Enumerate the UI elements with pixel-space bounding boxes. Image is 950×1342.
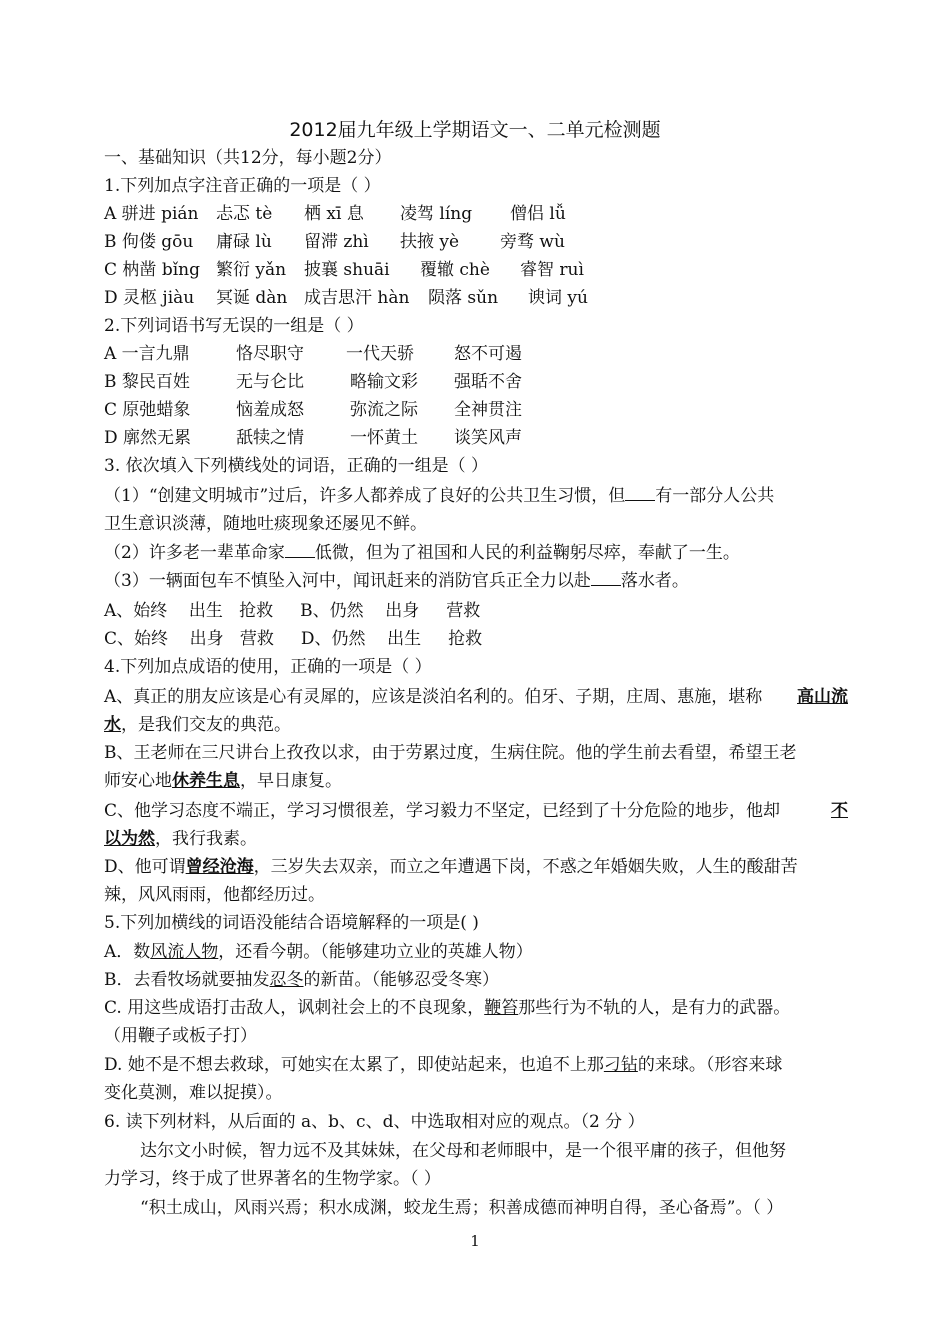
page-number: 1 [470,1232,480,1250]
q1a-item: 忐忑 tè [216,204,273,224]
q2d-item: 谈笑风声 [454,428,522,448]
q5-text: B．去看牧场就要抽发 [104,970,270,990]
question-2-stem: 2.下列词语书写无误的一组是（ ） [104,316,364,336]
q1d-item: D 灵柩 jiàu [104,288,195,308]
q4-option-a-cont [104,713,291,737]
q2d-item: 舐犊之情 [236,428,304,448]
q2a-item: 怒不可遏 [454,344,522,364]
question-5-stem: 5.下列加横线的词语没能结合语境解释的一项是( ) [104,913,479,933]
question-3-stem: 3. 依次填入下列横线处的词语，正确的一组是（ ） [104,456,489,476]
answer-blank [285,541,315,558]
underlined-word: 鞭笞 [484,998,519,1018]
q1a-item: 凌驾 líng [400,204,473,224]
q4-option-d [104,855,798,879]
q5-option-d [104,1053,782,1077]
q2c-item: 弥流之际 [350,400,418,420]
q1b-item: B 佝偻 gōu [104,232,194,252]
answer-blank [625,484,655,501]
q1b-item: 旁骛 wù [500,232,565,252]
q4-text: C、他学习态度不端正，学习习惯很差，学习毅力不坚定，已经到了十分危险的地步，他却 [104,801,781,821]
q3-text: 低微，但为了祖国和人民的利益鞠躬尽瘁，奉献了一生。 [314,543,740,563]
underlined-word: 风流人物 [150,942,219,962]
q2b-item: 略输文彩 [350,372,418,392]
q1b-item: 扶掖 yè [400,232,460,252]
q2c-item: 恼羞成怒 [236,400,304,420]
q4-option-b: B、王老师在三尺讲台上孜孜以求，由于劳累过度，生病住院。他的学生前去看望，希望王老 [104,743,797,763]
section-heading: 一、基础知识（共12分，每小题2分） [104,148,392,168]
q5-text: D. 她不是不想去救球，可她实在太累了，即使站起来，也追不上那 [104,1055,604,1075]
q5-text: 那些行为不轨的人，是有力的武器。 [518,998,791,1018]
q5-option-c-cont: （用鞭子或板子打） [104,1026,257,1046]
q2c-item: C 原弛蜡象 [104,400,191,420]
q4-text: D、他可谓 [104,857,186,877]
q2-option-b [104,370,522,394]
underlined-word: 忍冬 [269,970,304,990]
q4-text: ，我行我素。 [155,829,257,849]
idiom-highlight: 不 [831,801,848,821]
q2c-item: 全神贯注 [454,400,522,420]
q4-option-d-cont: 辣，风风雨雨，他都经历过。 [104,885,325,905]
q1-option-b [104,230,565,254]
q1-option-d [104,286,588,310]
q1-option-c [104,258,584,282]
q1a-item: A 骈进 pián [104,204,199,224]
q3-sentence-1-cont: 卫生意识淡薄，随地吐痰现象还屡见不鲜。 [104,514,427,534]
q4-option-c-cont [104,827,257,851]
q5-option-b [104,968,499,992]
q2-option-d [104,426,522,450]
q4-text: ，三岁失去双亲，而立之年遭遇下岗，不惑之年婚姻失败，人生的酸甜苦 [253,857,798,877]
q3-options-cd: C、始终 出身 营救 D、仍然 出生 抢救 [104,629,483,649]
q6-paragraph-1-cont: 力学习，终于成了世界著名的生物学家。（ ） [104,1169,441,1189]
q4-text: 师安心地 [104,771,172,791]
q2d-item: D 廓然无累 [104,428,192,448]
q3-text: 有一部分人公共 [655,486,775,506]
q3-text: （1）“创建文明城市”过后，许多人都养成了良好的公共卫生习惯，但 [104,486,626,506]
q1a-item: 栖 xī 息 [304,204,364,224]
underlined-word: 刁钻 [603,1055,638,1075]
q4-text: ，早日康复。 [240,771,342,791]
answer-blank [591,569,621,586]
q1b-item: 庸碌 lù [216,232,272,252]
q3-text: （3）一辆面包车不慎坠入河中，闻讯赶来的消防官兵正全力以赴 [104,571,591,591]
q2d-item: 一怀黄土 [350,428,418,448]
idiom-highlight: 休养生息 [172,771,240,791]
q1c-item: 繁衍 yǎn [216,260,287,280]
q5-text: ，还看今朝。（能够建功立业的英雄人物） [218,942,533,962]
question-6-stem: 6. 读下列材料，从后面的 a、b、c、d、中选取相对应的观点。（2 分 ） [104,1112,645,1132]
q1a-item: 僧侣 lǚ [510,204,566,224]
q1d-item: 陨落 sǔn [428,288,499,308]
q1c-item: 睿智 ruì [520,260,584,280]
q1-option-a [104,202,566,226]
q2a-item: 一代天骄 [346,344,414,364]
q3-sentence-2 [104,541,740,565]
idiom-highlight: 水 [104,715,121,735]
q4-text: A、真正的朋友应该是心有灵犀的，应该是淡泊名利的。伯牙、子期，庄周、惠施，堪称 [104,687,763,707]
q2b-item: B 黎民百姓 [104,372,190,392]
q2a-item: 恪尽职守 [236,344,304,364]
q1d-item: 成吉思汗 hàn [304,288,410,308]
q5-text: 的来球。（形容来球 [637,1055,783,1075]
idiom-highlight: 高山流 [797,687,848,707]
q2-option-a [104,342,522,366]
q1d-item: 冥诞 dàn [216,288,288,308]
question-1-stem: 1.下列加点字注音正确的一项是（ ） [104,176,381,196]
q4-text: ，是我们交友的典范。 [121,715,291,735]
q1c-item: 披襄 shuāi [304,260,390,280]
q4-option-c [104,799,848,823]
q5-option-d-cont: 变化莫测，难以捉摸）。 [104,1083,283,1103]
q3-sentence-1 [104,484,774,508]
q3-text: （2）许多老一辈革命家 [104,543,285,563]
q4-option-b-cont [104,769,342,793]
question-4-stem: 4.下列加点成语的使用，正确的一项是（ ） [104,657,432,677]
q1c-item: C 枘凿 bǐng [104,260,200,280]
q4-option-a [104,685,848,709]
q5-text: C. 用这些成语打击敌人，讽刺社会上的不良现象， [104,998,485,1018]
page-title: 2012届九年级上学期语文一、二单元检测题 [289,119,661,141]
q1b-item: 留滞 zhì [304,232,369,252]
q2-option-c [104,398,522,422]
q1c-item: 覆辙 chè [420,260,490,280]
q2a-item: A 一言九鼎 [104,344,190,364]
q3-sentence-3 [104,569,689,593]
q5-text: A．数 [104,942,151,962]
idiom-highlight: 曾经沧海 [185,857,254,877]
q3-text: 落水者。 [620,571,689,591]
q2b-item: 强聒不舍 [454,372,522,392]
q1d-item: 谀词 yú [528,288,588,308]
q5-text: 的新苗。（能够忍受冬寒） [303,970,499,990]
q2b-item: 无与仑比 [236,372,304,392]
q6-paragraph-1: 达尔文小时候，智力远不及其妹妹，在父母和老师眼中，是一个很平庸的孩子，但他努 [140,1141,786,1161]
idiom-highlight: 以为然 [104,829,155,849]
q3-options-ab: A、始终 出生 抢救 B、仍然 出身 营救 [104,601,481,621]
q5-option-c [104,996,790,1020]
q6-paragraph-2: “积土成山，风雨兴焉；积水成渊，蛟龙生焉；积善成德而神明自得，圣心备焉”。（ ） [140,1198,784,1218]
q5-option-a [104,940,533,964]
